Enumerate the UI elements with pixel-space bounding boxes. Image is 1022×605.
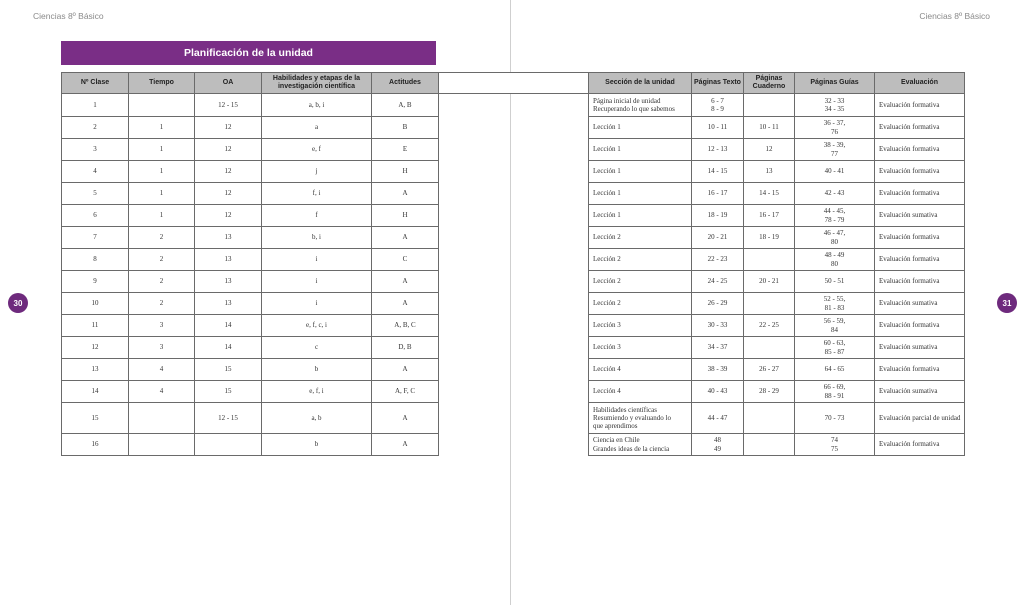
cell-paginas-guias-line: 40 - 41: [824, 167, 845, 176]
col-header-clase: Nº Clase: [62, 73, 129, 94]
cell-paginas-guias: [795, 359, 875, 381]
cell-oa: 12: [195, 161, 262, 183]
cell-oa: 13: [195, 271, 262, 293]
cell-paginas-cuaderno: [744, 315, 795, 337]
cell-paginas-guias-line: 74: [831, 436, 838, 445]
col-header-actitudes: Actitudes: [372, 73, 439, 94]
cell-paginas-cuaderno: [744, 381, 795, 403]
cell-paginas-cuaderno-line: 14 - 15: [759, 189, 779, 198]
cell-seccion-line: Lección 2: [593, 277, 621, 286]
cell-evaluacion: Evaluación sumativa: [875, 337, 965, 359]
cell-habilidades: a, b: [262, 403, 372, 434]
cell-oa: 12: [195, 117, 262, 139]
cell-paginas-cuaderno: [744, 403, 795, 434]
table-row: [62, 205, 965, 227]
cell-paginas-texto: [692, 381, 744, 403]
table-row: [62, 249, 965, 271]
spine-gap-cell: [439, 73, 589, 94]
cell-paginas-guias-line: 75: [831, 444, 838, 453]
cell-actitudes: A: [372, 359, 439, 381]
cell-paginas-guias-line: 38 - 39,: [823, 141, 846, 150]
cell-paginas-guias: [795, 117, 875, 139]
cell-tiempo: 1: [129, 139, 195, 161]
cell-paginas-guias-line: 56 - 59,: [823, 317, 846, 326]
cell-seccion-line: Lección 3: [593, 343, 621, 352]
cell-paginas-texto: [692, 434, 744, 456]
cell-evaluacion: Evaluación formativa: [875, 271, 965, 293]
cell-paginas-texto-line: 44 - 47: [707, 413, 728, 422]
cell-seccion-line: Habilidades científicas: [593, 405, 657, 414]
cell-actitudes: A: [372, 434, 439, 456]
cell-seccion-line: Ciencia en Chile: [593, 436, 640, 445]
cell-paginas-guias-line: 46 - 47,: [823, 229, 846, 238]
cell-clase: 4: [62, 161, 129, 183]
cell-paginas-cuaderno: [744, 183, 795, 205]
cell-paginas-guias-line: 76: [831, 127, 838, 136]
spine-gap-cell: [439, 337, 589, 359]
cell-paginas-texto-line: 34 - 37: [707, 343, 728, 352]
table-header-row: [62, 73, 965, 94]
cell-oa: 13: [195, 293, 262, 315]
spine-gap-cell: [439, 271, 589, 293]
cell-clase: 10: [62, 293, 129, 315]
cell-paginas-texto: [692, 94, 744, 117]
cell-seccion-line: Lección 1: [593, 123, 621, 132]
cell-oa: 14: [195, 315, 262, 337]
cell-paginas-guias: [795, 183, 875, 205]
spine-gap-cell: [439, 359, 589, 381]
table-row: [62, 315, 965, 337]
cell-paginas-cuaderno-line: 13: [765, 167, 773, 176]
col-header-evaluacion: Evaluación: [875, 73, 965, 94]
cell-evaluacion: Evaluación formativa: [875, 249, 965, 271]
cell-paginas-guias-line: 80: [831, 237, 838, 246]
cell-paginas-texto: [692, 403, 744, 434]
cell-paginas-cuaderno: [744, 359, 795, 381]
spine-gap-cell: [439, 403, 589, 434]
cell-seccion-line: Resumiendo y evaluando lo: [593, 413, 671, 422]
cell-paginas-texto: [692, 139, 744, 161]
cell-oa: 15: [195, 359, 262, 381]
cell-tiempo: 2: [129, 227, 195, 249]
cell-tiempo: 2: [129, 271, 195, 293]
table-row: [62, 227, 965, 249]
cell-paginas-guias-line: 42 - 43: [824, 189, 845, 198]
cell-seccion-line: Lección 2: [593, 233, 621, 242]
cell-habilidades: b: [262, 359, 372, 381]
cell-paginas-guias: [795, 227, 875, 249]
col-header-tiempo: Tiempo: [129, 73, 195, 94]
cell-actitudes: A, B, C: [372, 315, 439, 337]
cell-clase: 16: [62, 434, 129, 456]
cell-paginas-texto-line: 8 - 9: [711, 105, 724, 113]
cell-clase: 11: [62, 315, 129, 337]
cell-seccion: [589, 205, 692, 227]
cell-seccion-line: Lección 2: [593, 255, 621, 264]
cell-paginas-texto-line: 16 - 17: [707, 189, 728, 198]
cell-actitudes: C: [372, 249, 439, 271]
page-number-right: 31: [997, 293, 1017, 313]
cell-actitudes: A: [372, 293, 439, 315]
cell-paginas-guias-line: 81 - 83: [824, 303, 845, 312]
cell-tiempo: 1: [129, 183, 195, 205]
cell-paginas-texto-line: 12 - 13: [707, 145, 728, 154]
cell-seccion: [589, 139, 692, 161]
cell-seccion: [589, 227, 692, 249]
cell-paginas-guias-line: 85 - 87: [824, 347, 845, 356]
cell-actitudes: B: [372, 117, 439, 139]
cell-paginas-texto-line: 26 - 29: [707, 299, 728, 308]
cell-seccion: [589, 161, 692, 183]
col-header-oa: OA: [195, 73, 262, 94]
cell-evaluacion: Evaluación formativa: [875, 183, 965, 205]
spine-gap-cell: [439, 315, 589, 337]
cell-paginas-guias: [795, 403, 875, 434]
spine-gap-cell: [439, 117, 589, 139]
table-row: [62, 183, 965, 205]
spine-gap-cell: [439, 434, 589, 456]
cell-tiempo: 4: [129, 359, 195, 381]
cell-paginas-texto: [692, 205, 744, 227]
table-row: [62, 337, 965, 359]
cell-paginas-texto-line: 22 - 23: [707, 255, 728, 264]
cell-paginas-texto-line: 6 - 7: [711, 96, 724, 105]
cell-actitudes: A, B: [372, 94, 439, 117]
cell-paginas-cuaderno-line: 16 - 17: [759, 211, 779, 220]
cell-clase: 3: [62, 139, 129, 161]
cell-evaluacion: Evaluación sumativa: [875, 381, 965, 403]
table-row: [62, 381, 965, 403]
cell-paginas-guias: [795, 139, 875, 161]
cell-paginas-guias: [795, 293, 875, 315]
table-body: [62, 94, 965, 456]
cell-evaluacion: Evaluación formativa: [875, 117, 965, 139]
cell-clase: 1: [62, 94, 129, 117]
cell-oa: 14: [195, 337, 262, 359]
spine-gap-cell: [439, 94, 589, 117]
page-header-left: Ciencias 8º Básico: [33, 11, 104, 21]
cell-paginas-texto: [692, 249, 744, 271]
cell-paginas-texto: [692, 161, 744, 183]
col-header-paginas-texto: Páginas Texto: [692, 73, 744, 94]
cell-paginas-texto: [692, 227, 744, 249]
page-header-right: Ciencias 8º Básico: [919, 11, 990, 21]
cell-paginas-guias: [795, 337, 875, 359]
cell-oa: 13: [195, 227, 262, 249]
spine-gap-cell: [439, 161, 589, 183]
cell-tiempo: [129, 434, 195, 456]
table-row: [62, 359, 965, 381]
cell-paginas-texto: [692, 315, 744, 337]
cell-paginas-cuaderno: [744, 94, 795, 117]
cell-seccion: [589, 183, 692, 205]
cell-oa: 13: [195, 249, 262, 271]
table-row: [62, 139, 965, 161]
cell-habilidades: f, i: [262, 183, 372, 205]
page-number-left: 30: [8, 293, 28, 313]
cell-oa: 12: [195, 183, 262, 205]
table-row: [62, 434, 965, 456]
cell-paginas-guias: [795, 249, 875, 271]
cell-paginas-cuaderno: [744, 249, 795, 271]
cell-oa: 12 - 15: [195, 94, 262, 117]
cell-paginas-texto-line: 14 - 15: [707, 167, 728, 176]
cell-paginas-texto: [692, 183, 744, 205]
col-header-habilidades: Habilidades y etapas de la investigación científica: [262, 73, 372, 94]
cell-paginas-guias: [795, 161, 875, 183]
cell-paginas-cuaderno: [744, 139, 795, 161]
cell-evaluacion: Evaluación formativa: [875, 434, 965, 456]
cell-actitudes: H: [372, 161, 439, 183]
cell-paginas-guias-line: 84: [831, 325, 838, 334]
cell-clase: 15: [62, 403, 129, 434]
cell-paginas-texto-line: 49: [714, 444, 721, 453]
cell-clase: 2: [62, 117, 129, 139]
cell-paginas-texto: [692, 337, 744, 359]
cell-habilidades: b: [262, 434, 372, 456]
cell-actitudes: A: [372, 403, 439, 434]
cell-paginas-guias-line: 88 - 91: [824, 391, 845, 400]
cell-habilidades: c: [262, 337, 372, 359]
cell-clase: 6: [62, 205, 129, 227]
cell-paginas-guias: [795, 205, 875, 227]
cell-evaluacion: Evaluación formativa: [875, 359, 965, 381]
col-header-paginas-guias: Páginas Guías: [795, 73, 875, 94]
cell-evaluacion: Evaluación formativa: [875, 139, 965, 161]
spine-gap-cell: [439, 381, 589, 403]
cell-paginas-texto-line: 18 - 19: [707, 211, 728, 220]
cell-tiempo: 3: [129, 315, 195, 337]
cell-seccion: [589, 381, 692, 403]
cell-seccion-line: Lección 1: [593, 167, 621, 176]
cell-paginas-guias: [795, 381, 875, 403]
cell-paginas-guias: [795, 271, 875, 293]
cell-paginas-guias-line: 36 - 37,: [823, 119, 846, 128]
cell-habilidades: i: [262, 293, 372, 315]
cell-evaluacion: Evaluación sumativa: [875, 293, 965, 315]
cell-paginas-cuaderno: [744, 434, 795, 456]
cell-paginas-cuaderno: [744, 337, 795, 359]
cell-paginas-cuaderno: [744, 161, 795, 183]
cell-paginas-guias-line: 52 - 55,: [823, 295, 846, 304]
cell-paginas-guias-line: 50 - 51: [824, 277, 845, 286]
cell-paginas-guias-line: 77: [831, 149, 838, 158]
cell-evaluacion: Evaluación sumativa: [875, 205, 965, 227]
spine-gap-cell: [439, 183, 589, 205]
cell-paginas-cuaderno-line: 10 - 11: [759, 123, 779, 132]
spine-gap-cell: [439, 249, 589, 271]
cell-habilidades: i: [262, 249, 372, 271]
cell-seccion: [589, 249, 692, 271]
cell-habilidades: a: [262, 117, 372, 139]
table-row: [62, 403, 965, 434]
spine-gap-cell: [439, 227, 589, 249]
cell-seccion: [589, 271, 692, 293]
cell-paginas-cuaderno-line: 20 - 21: [759, 277, 779, 286]
planning-table: [61, 72, 965, 456]
cell-seccion-line: Lección 2: [593, 299, 621, 308]
cell-oa: 12: [195, 205, 262, 227]
cell-paginas-guias-line: 34 - 35: [824, 105, 845, 113]
cell-paginas-cuaderno: [744, 271, 795, 293]
cell-seccion: [589, 94, 692, 117]
cell-tiempo: 2: [129, 293, 195, 315]
cell-habilidades: i: [262, 271, 372, 293]
cell-habilidades: e, f, i: [262, 381, 372, 403]
cell-tiempo: 1: [129, 117, 195, 139]
cell-paginas-guias-line: 44 - 45,: [823, 207, 846, 216]
cell-paginas-cuaderno-line: 18 - 19: [759, 233, 779, 242]
cell-evaluacion: Evaluación parcial de unidad: [875, 403, 965, 434]
cell-tiempo: 4: [129, 381, 195, 403]
cell-actitudes: A: [372, 271, 439, 293]
table-row: [62, 94, 965, 117]
cell-actitudes: H: [372, 205, 439, 227]
cell-seccion: [589, 117, 692, 139]
cell-paginas-cuaderno-line: 22 - 25: [759, 321, 779, 330]
cell-tiempo: [129, 403, 195, 434]
cell-clase: 8: [62, 249, 129, 271]
cell-evaluacion: Evaluación formativa: [875, 161, 965, 183]
cell-paginas-texto: [692, 271, 744, 293]
cell-actitudes: A: [372, 227, 439, 249]
cell-seccion: [589, 293, 692, 315]
cell-paginas-guias-line: 78 - 79: [824, 215, 845, 224]
cell-paginas-texto-line: 24 - 25: [707, 277, 728, 286]
table-row: [62, 117, 965, 139]
cell-seccion-line: Lección 3: [593, 321, 621, 330]
cell-clase: 14: [62, 381, 129, 403]
cell-tiempo: 3: [129, 337, 195, 359]
cell-oa: 12 - 15: [195, 403, 262, 434]
cell-clase: 13: [62, 359, 129, 381]
table-row: [62, 271, 965, 293]
cell-paginas-guias-line: 66 - 69,: [823, 383, 846, 392]
cell-seccion-line: Página inicial de unidad: [593, 96, 661, 105]
spine-gap-cell: [439, 139, 589, 161]
cell-paginas-cuaderno-line: 28 - 29: [759, 387, 779, 396]
cell-paginas-texto-line: 20 - 21: [707, 233, 728, 242]
cell-paginas-texto: [692, 117, 744, 139]
cell-paginas-texto-line: 48: [714, 436, 721, 445]
cell-tiempo: 1: [129, 205, 195, 227]
cell-paginas-texto-line: 10 - 11: [707, 123, 728, 132]
cell-actitudes: E: [372, 139, 439, 161]
cell-paginas-cuaderno: [744, 205, 795, 227]
cell-paginas-cuaderno: [744, 117, 795, 139]
cell-seccion: [589, 403, 692, 434]
cell-tiempo: [129, 94, 195, 117]
cell-paginas-guias-line: 70 - 73: [824, 413, 845, 422]
cell-clase: 7: [62, 227, 129, 249]
cell-seccion: [589, 315, 692, 337]
cell-seccion: [589, 434, 692, 456]
cell-habilidades: e, f: [262, 139, 372, 161]
cell-seccion-line: Lección 1: [593, 189, 621, 198]
cell-clase: 5: [62, 183, 129, 205]
section-title: Planificación de la unidad: [61, 41, 436, 65]
cell-habilidades: f: [262, 205, 372, 227]
cell-clase: 9: [62, 271, 129, 293]
cell-seccion-line: Lección 1: [593, 145, 621, 154]
cell-paginas-texto: [692, 293, 744, 315]
cell-paginas-guias: [795, 434, 875, 456]
cell-paginas-cuaderno-line: 12: [765, 145, 773, 154]
cell-paginas-cuaderno-line: 26 - 27: [759, 365, 779, 374]
cell-paginas-cuaderno: [744, 293, 795, 315]
cell-actitudes: A: [372, 183, 439, 205]
cell-actitudes: D, B: [372, 337, 439, 359]
col-header-seccion: Sección de la unidad: [589, 73, 692, 94]
col-header-paginas-cuaderno: Páginas Cuaderno: [744, 73, 795, 94]
spine-gap-cell: [439, 205, 589, 227]
cell-paginas-cuaderno: [744, 227, 795, 249]
cell-evaluacion: Evaluación formativa: [875, 227, 965, 249]
cell-actitudes: A, F, C: [372, 381, 439, 403]
cell-paginas-guias: [795, 94, 875, 117]
cell-tiempo: 2: [129, 249, 195, 271]
cell-seccion: [589, 359, 692, 381]
cell-oa: 15: [195, 381, 262, 403]
cell-paginas-guias-line: 32 - 33: [824, 96, 845, 105]
cell-paginas-texto-line: 30 - 33: [707, 321, 728, 330]
cell-evaluacion: Evaluación formativa: [875, 94, 965, 117]
table-row: [62, 161, 965, 183]
cell-habilidades: a, b, i: [262, 94, 372, 117]
cell-paginas-texto: [692, 359, 744, 381]
cell-evaluacion: Evaluación formativa: [875, 315, 965, 337]
cell-paginas-texto-line: 38 - 39: [707, 365, 728, 374]
cell-seccion-line: Lección 4: [593, 387, 621, 396]
cell-clase: 12: [62, 337, 129, 359]
cell-habilidades: j: [262, 161, 372, 183]
cell-habilidades: b, i: [262, 227, 372, 249]
cell-seccion-line: Recuperando lo que sabemos: [593, 105, 675, 113]
cell-seccion-line: Lección 1: [593, 211, 621, 220]
cell-oa: 12: [195, 139, 262, 161]
cell-seccion-line: Grandes ideas de la ciencia: [593, 444, 670, 453]
cell-paginas-guias: [795, 315, 875, 337]
cell-paginas-guias-line: 80: [831, 259, 838, 268]
cell-paginas-guias-line: 48 - 49: [824, 251, 845, 260]
spine-gap-cell: [439, 293, 589, 315]
cell-habilidades: e, f, c, i: [262, 315, 372, 337]
cell-paginas-texto-line: 40 - 43: [707, 387, 728, 396]
cell-paginas-guias-line: 64 - 65: [824, 365, 845, 374]
cell-tiempo: 1: [129, 161, 195, 183]
cell-seccion-line: que aprendimos: [593, 422, 638, 431]
table-row: [62, 293, 965, 315]
cell-paginas-guias-line: 60 - 63,: [823, 339, 846, 348]
cell-seccion: [589, 337, 692, 359]
cell-seccion-line: Lección 4: [593, 365, 621, 374]
cell-oa: [195, 434, 262, 456]
